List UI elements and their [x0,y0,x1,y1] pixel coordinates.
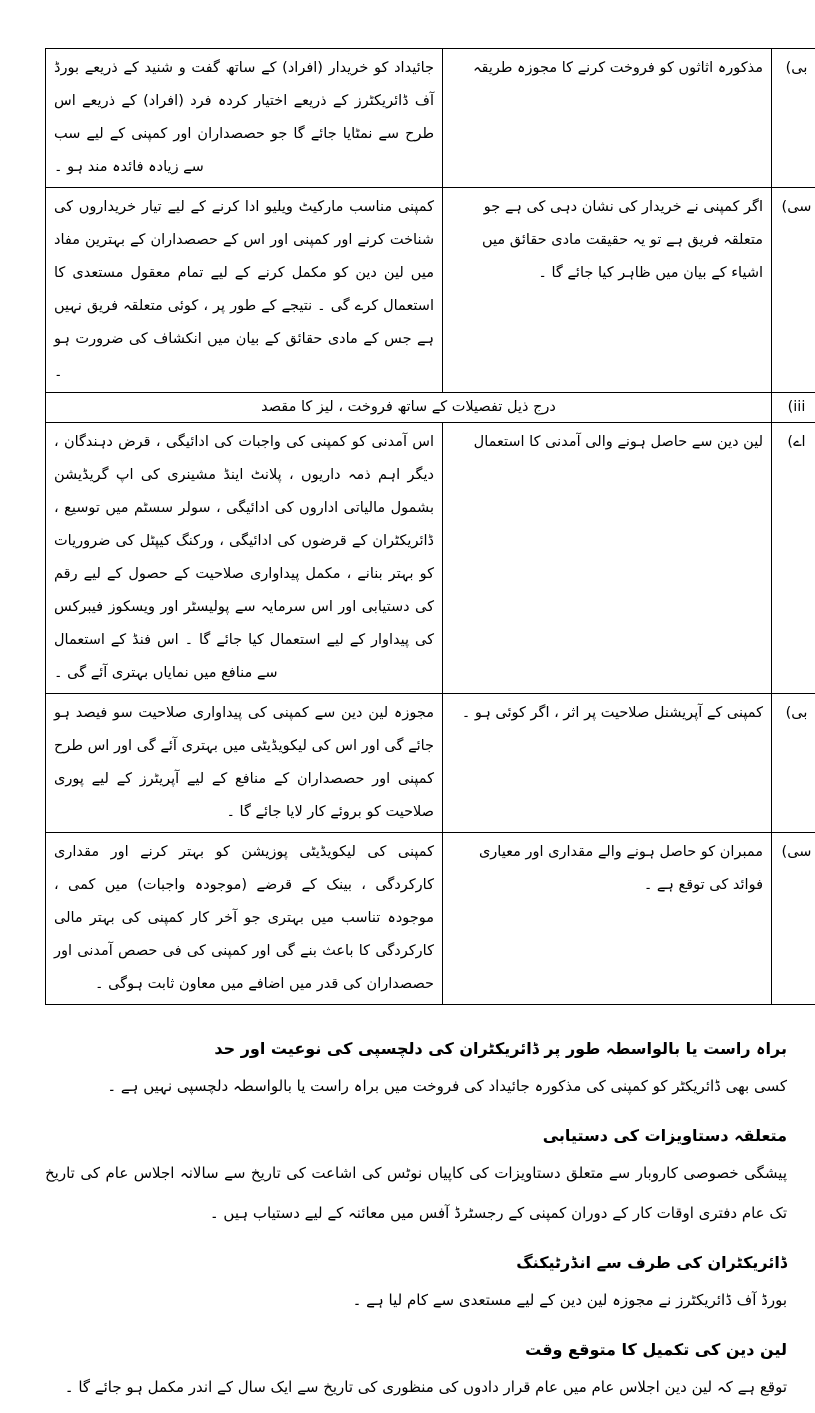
row-label: بی) [772,49,815,188]
section-paragraph-expected-completion-time: توقع ہے کہ لین دین اجلاس عام میں عام قرار دادوں کی منظوری کی تاریخ سے ایک سال کے اندر مکمل ہو جائے گا ۔ [45,1367,787,1407]
row-label: بی) [772,694,815,833]
table-row [46,188,815,393]
agm-special-business-table [45,48,815,1005]
answer-cell: مجوزہ لین دین سے کمپنی کی پیداواری صلاحیت سو فیصد ہو جائے گی اور اس کی لیکویڈیٹی میں بہتری آئے گی اور اس طرح کمپنی اور حصصداران کے منافع کے لیے آپریٹرز کے لیے پوری صلاحیت کو بروئے کار لایا جائے گا ۔ [46,694,443,833]
question-cell: کمپنی کے آپریشنل صلاحیت پر اثر ، اگر کوئی ہو ۔ [443,694,772,833]
answer-cell: کمپنی کی لیکویڈیٹی پوزیشن کو بہتر کرنے اور مقداری کارکردگی ، بینک کے قرضے (موجودہ واجبات) میں کمی ، موجودہ تناسب میں بہتری جو آخر کار کمپنی کی بہتر مالی کارکردگی کا باعث بنے گی اور کمپنی کی فی حصص آمدنی اور حصصداران کی قدر میں اضافے میں معاون ثابت ہوگی ۔ [46,833,443,1005]
section-paragraph-directors-interest: کسی بھی ڈائریکٹر کو کمپنی کی مذکورہ جائیداد کی فروخت میں براہ راست یا بالواسطہ دلچسپی نہیں ہے ۔ [45,1066,787,1106]
section-heading-expected-completion-time: لین دین کی تکمیل کا متوقع وقت [45,1340,787,1359]
section-heading-documents-availability: متعلقہ دستاویزات کی دستیابی [45,1126,787,1145]
table-row [46,694,815,833]
question-cell: اگر کمپنی نے خریدار کی نشان دہی کی ہے جو متعلقہ فریق ہے تو یہ حقیقت مادی حقائق میں اشیاء کے بیان میں ظاہر کیا جائے گا ۔ [443,188,772,393]
merged-cell: درج ذیل تفصیلات کے ساتھ فروخت ، لیز کا مقصد [46,393,772,423]
section-heading-directors-interest: براہ راست یا بالواسطہ طور پر ڈائریکٹران کی دلچسپی کی نوعیت اور حد [45,1039,787,1058]
notes-sections [45,1039,787,1407]
row-label: اے) [772,423,815,694]
row-label: سی) [772,188,815,393]
question-cell: لین دین سے حاصل ہونے والی آمدنی کا استعمال [443,423,772,694]
table-row-merged [46,393,815,423]
section-heading-directors-undertaking: ڈائریکٹران کی طرف سے انڈرٹیکنگ [45,1253,787,1272]
answer-cell: جائیداد کو خریدار (افراد) کے ساتھ گفت و شنید کے ذریعے بورڈ آف ڈائریکٹرز کے ذریعے اختیار کردہ فرد (افراد) کے ذریعے اس طرح سے نمٹایا جائے گا جو حصصداران اور کمپنی کے لیے سب سے زیادہ فائدہ مند ہو ۔ [46,49,443,188]
row-label: (iii [772,393,815,423]
question-cell: ممبران کو حاصل ہونے والے مقداری اور معیاری فوائد کی توقع ہے ۔ [443,833,772,1005]
row-label: سی) [772,833,815,1005]
table-row [46,423,815,694]
section-paragraph-directors-undertaking: بورڈ آف ڈائریکٹرز نے مجوزہ لین دین کے لیے مستعدی سے کام لیا ہے ۔ [45,1280,787,1320]
table-row [46,833,815,1005]
table-row [46,49,815,188]
question-cell: مذکورہ اثاثوں کو فروخت کرنے کا مجوزہ طریقہ [443,49,772,188]
answer-cell: اس آمدنی کو کمپنی کی واجبات کی ادائیگی ، قرض دہندگان ، دیگر اہم ذمہ داریوں ، پلانٹ اینڈ مشینری کی اپ گریڈیشن بشمول مالیاتی اداروں کی ادائیگی ، سولر سسٹم میں توسیع ، ڈائریکٹران کے قرضوں کی ادائیگی ، ورکنگ کیپٹل کی ضروریات کو بہتر بنانے ، مکمل پیداواری صلاحیت کے حصول کے لیے رقم کی دستیابی اور اس سرمایہ سے پولیسٹر اور ویسکوز فیبرکس کی پیداوار کے لیے استعمال کیا جائے گا ۔ اس فنڈ کے استعمال سے منافع میں نمایاں بہتری آئے گی ۔ [46,423,443,694]
section-paragraph-documents-availability: پیشگی خصوصی کاروبار سے متعلق دستاویزات کی کاپیاں نوٹس کی اشاعت کی تاریخ سے سالانہ اجلاس عام کی تاریخ تک عام دفتری اوقات کار کے دوران کمپنی کے رجسٹرڈ آفس میں معائنہ کے لیے دستیاب ہیں ۔ [45,1153,787,1233]
answer-cell: کمپنی مناسب مارکیٹ ویلیو ادا کرنے کے لیے تیار خریداروں کی شناخت کرنے اور کمپنی اور اس کے حصصداران کے بہترین مفاد میں لین دین کو مکمل کرنے کے لیے تمام معقول مستعدی کا استعمال کرے گی ۔ نتیجے کے طور پر ، کوئی متعلقہ فریق نہیں ہے جس کے مادی حقائق کے بیان میں انکشاف کی ضرورت ہو ۔ [46,188,443,393]
